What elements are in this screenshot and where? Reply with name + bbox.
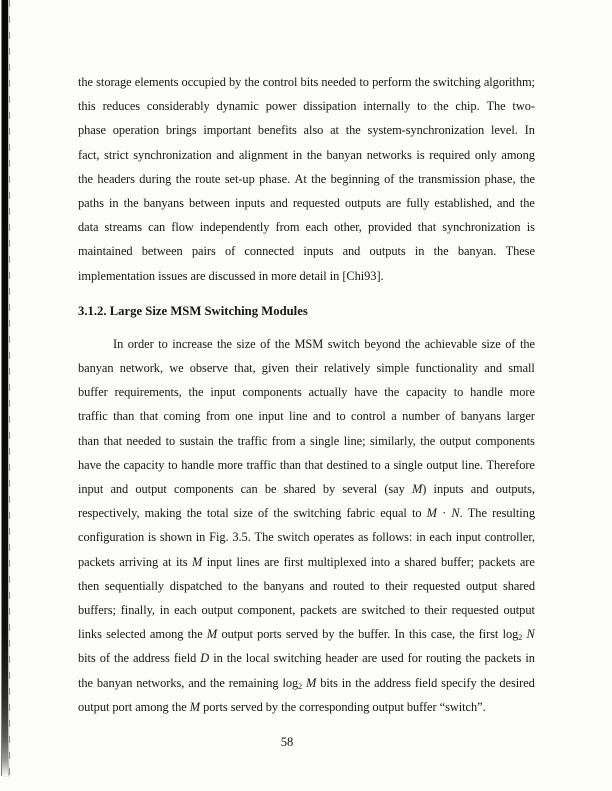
text-block	[78, 70, 535, 719]
text-line: paths in the banyans between inputs and requested outputs are fully established, and the	[78, 195, 535, 210]
text-line: buffers; finally, in each output component, packets are switched to their requested output	[78, 602, 535, 617]
text-line: output port among the M ports served by the corresponding output buffer “switch”.	[78, 699, 486, 714]
text-line: bits of the address field D in the local switching header are used for routing the packets in	[78, 651, 535, 666]
text-line: banyan network, we observe that, given their relatively simple functionality and small	[78, 361, 535, 376]
text-line: data streams can flow independently from each other, provided that synchronization is	[78, 220, 535, 235]
text-line: respectively, making the total size of the switching fabric equal to M · N. The resulting	[78, 506, 535, 521]
text-line: implementation issues are discussed in more detail in [Chi93].	[78, 268, 384, 283]
text-line: buffer requirements, the input components actually have the capacity to handle more	[78, 385, 535, 400]
scan-binding-strip	[2, 0, 8, 776]
text-line: phase operation brings important benefits also at the system-synchronization level. In	[78, 123, 535, 138]
text-line: have the capacity to handle more traffic than that destined to a single output line. Therefore	[78, 457, 535, 472]
text-line: the banyan networks, and the remaining $\log_2$ M bits in the address field specify the desired	[78, 675, 535, 691]
text-line: configuration is shown in Fig. 3.5. The switch operates as follows: in each input controller,	[78, 530, 535, 545]
text-line: packets arriving at its M input lines are first multiplexed into a shared buffer; packets are	[78, 554, 535, 569]
text-line: than that needed to sustain the traffic from a single line; similarly, the output components	[78, 433, 535, 448]
text-line: links selected among the M output ports served by the buffer. In this case, the first $\log_2$ N	[78, 627, 535, 642]
text-line: this reduces considerably dynamic power dissipation internally to the chip. The two-	[78, 99, 535, 114]
text-line: the headers during the route set-up phase. At the beginning of the transmission phase, the	[78, 171, 535, 186]
text-line: traffic than that coming from one input line and to control a number of banyans larger	[78, 409, 535, 424]
text-line: then sequentially dispatched to the banyans and routed to their requested output shared	[78, 578, 535, 593]
text-line: In order to increase the size of the MSM switch beyond the achievable size of the	[113, 336, 535, 351]
text-line: fact, strict synchronization and alignment in the banyan networks is required only among	[78, 147, 535, 162]
page-number: 58	[280, 735, 294, 749]
text-line: the storage elements occupied by the control bits needed to perform the switching algorithm;	[78, 75, 535, 89]
text-line: maintained between pairs of connected inputs and outputs in the banyan. These	[78, 244, 535, 259]
section-heading: 3.1.2. Large Size MSM Switching Modules	[78, 303, 308, 318]
text-line: input and output components can be shared by several (say M) inputs and outputs,	[78, 482, 535, 496]
